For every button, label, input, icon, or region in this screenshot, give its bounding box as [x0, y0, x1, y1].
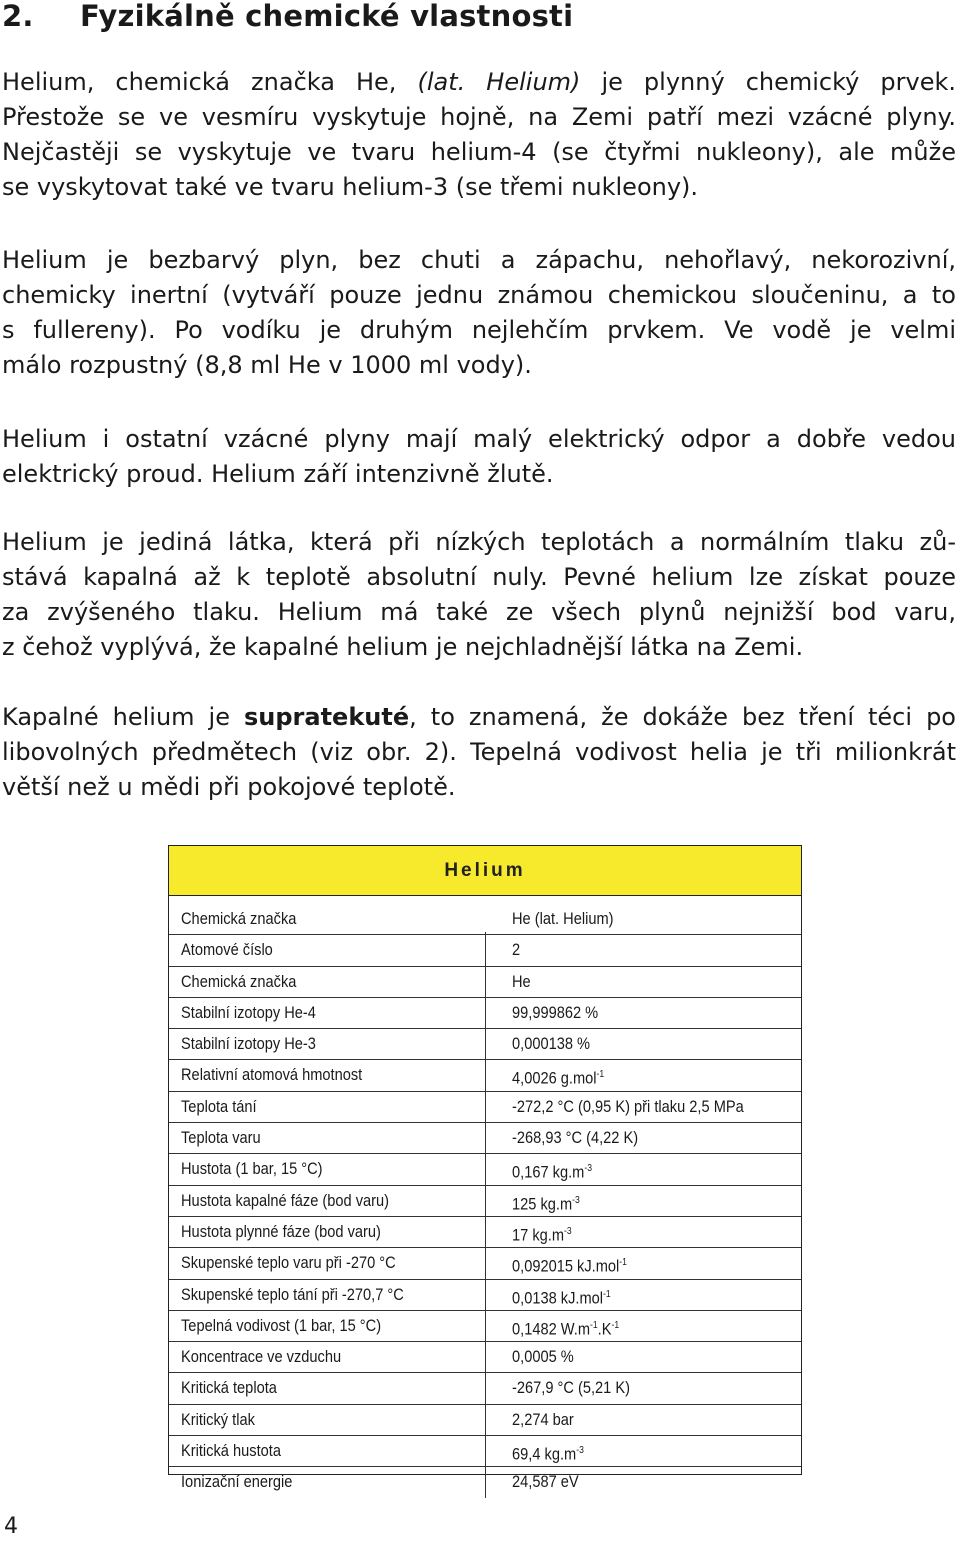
property-value — [512, 904, 614, 934]
value-text: 0,1482 W.m — [512, 1319, 591, 1339]
paragraph-line: libovolných předmětech (viz obr. 2). Tepelná vodivost helia je tři milionkrát — [2, 738, 956, 766]
property-name: Hustota plynné fáze (bod varu) — [181, 1221, 381, 1241]
property-value — [512, 1467, 579, 1497]
latin-name: (lat. Helium) — [417, 68, 581, 96]
value-text: 125 kg.m — [512, 1194, 573, 1214]
value-text: 69,4 kg.m — [512, 1444, 577, 1464]
property-name: Ionizační energie — [181, 1472, 293, 1492]
paragraph-line: málo rozpustný (8,8 ml He v 1000 ml vody). — [2, 351, 532, 379]
table-row — [169, 1467, 801, 1497]
paragraph-properties — [2, 243, 956, 383]
property-value — [512, 1405, 574, 1435]
property-value — [512, 1186, 580, 1216]
property-value — [512, 1217, 572, 1247]
text-run: je plynný chemický prvek. — [580, 68, 956, 96]
table-row — [169, 1217, 801, 1248]
value-text: 17 kg.m — [512, 1225, 565, 1245]
value-text: 0,0138 kJ.mol — [512, 1288, 604, 1308]
property-name: Teplota varu — [181, 1128, 261, 1148]
property-name: Kritický tlak — [181, 1409, 255, 1429]
text-run: Helium, chemická značka He, — [2, 68, 418, 96]
unit-exponent: -1 — [603, 1288, 611, 1300]
table-row — [169, 1405, 801, 1436]
paragraph-line: Helium je jediná látka, která při nízkých teplotách a normálním tlaku zů- — [2, 528, 956, 556]
paragraph-line: Helium je bezbarvý plyn, bez chuti a zápachu, nehořlavý, nekorozivní, — [2, 246, 956, 274]
property-name: Kritická hustota — [181, 1441, 281, 1461]
property-name: Chemická značka — [181, 971, 297, 991]
table-row — [169, 967, 801, 998]
paragraph-line: z čehož vyplývá, že kapalné helium je nejchladnější látka na Zemi. — [2, 633, 804, 661]
page-number: 4 — [4, 1514, 18, 1539]
property-value — [512, 1060, 604, 1090]
value-text: He — [512, 971, 531, 991]
value-text: 0,0005 % — [512, 1347, 574, 1367]
paragraph-line — [2, 700, 956, 735]
property-value — [512, 1154, 592, 1184]
property-name: Teplota tání — [181, 1096, 257, 1116]
property-name: Relativní atomová hmotnost — [181, 1065, 363, 1085]
table-row — [169, 1248, 801, 1279]
property-name: Chemická značka — [181, 909, 297, 928]
table-row — [169, 1092, 801, 1123]
text-run: , to znamená, že dokáže bez tření téci po — [409, 703, 956, 731]
section-title: Fyzikálně chemické vlastnosti — [80, 0, 574, 33]
property-value — [512, 1436, 584, 1466]
property-value — [512, 1373, 630, 1403]
emphasis-term: supratekuté — [244, 703, 410, 731]
paragraph-liquid — [2, 525, 956, 665]
property-name: Hustota (1 bar, 15 °C) — [181, 1159, 323, 1179]
paragraph-line: chemicky inertní (vytváří pouze jednu známou chemickou sloučeninu, a to — [2, 281, 956, 309]
value-text: 2 — [512, 940, 521, 960]
table-row — [169, 1280, 801, 1311]
value-text: 2,274 bar — [512, 1409, 574, 1429]
paragraph-line — [2, 65, 956, 100]
property-value — [512, 1280, 611, 1310]
value-text: 0,092015 kJ.mol — [512, 1256, 620, 1276]
paragraph-line: s fullereny). Po vodíku je druhým nejlehčím prvkem. Ve vodě je velmi — [2, 316, 956, 344]
paragraph-line: za zvýšeného tlaku. Helium má také ze všech plynů nejnižší bod varu, — [2, 598, 956, 626]
property-name: Kritická teplota — [181, 1378, 277, 1398]
table-row — [169, 1060, 801, 1091]
paragraph-line: stává kapalná až k teplotě absolutní nuly. Pevné helium lze získat pouze — [2, 563, 956, 591]
property-value — [512, 1123, 638, 1153]
table-row — [169, 1436, 801, 1467]
property-name: Stabilní izotopy He-4 — [181, 1002, 316, 1022]
table-row — [169, 998, 801, 1029]
unit-exponent: -3 — [584, 1163, 592, 1175]
value-text: .K — [597, 1319, 612, 1339]
value-text: 0,000138 % — [512, 1034, 591, 1054]
unit-exponent: -1 — [619, 1257, 627, 1269]
table-row — [169, 904, 801, 935]
property-value — [512, 998, 598, 1028]
property-name: Stabilní izotopy He-3 — [181, 1034, 316, 1054]
paragraph-line: větší než u mědi při pokojové teplotě. — [2, 773, 456, 801]
value-text: -268,93 °C (4,22 K) — [512, 1128, 639, 1148]
value-text: -267,9 °C (5,21 K) — [512, 1378, 630, 1398]
table-row — [169, 1154, 801, 1185]
table-row — [169, 1311, 801, 1342]
property-value — [512, 1311, 619, 1341]
property-value — [512, 1029, 590, 1059]
paragraph-line: Helium i ostatní vzácné plyny mají malý elektrický odpor a dobře vedou — [2, 425, 956, 453]
paragraph-line: Přestože se ve vesmíru vyskytuje hojně, na Zemi patří mezi vzácné plyny. — [2, 103, 956, 131]
unit-exponent: -1 — [590, 1319, 598, 1331]
table-body — [169, 904, 801, 1498]
paragraph-intro — [2, 65, 956, 205]
value-text: 0,167 kg.m — [512, 1163, 585, 1183]
table-row — [169, 1342, 801, 1373]
unit-exponent: -3 — [576, 1445, 584, 1457]
property-value — [512, 967, 531, 997]
table-row — [169, 935, 801, 966]
property-value — [512, 1248, 627, 1278]
value-text: -272,2 °C (0,95 K) při tlaku 2,5 MPa — [512, 1096, 744, 1116]
value-text: 99,999862 % — [512, 1002, 599, 1022]
paragraph-line: Nejčastěji se vyskytuje ve tvaru helium-4 (se čtyřmi nukleony), ale může — [2, 138, 956, 166]
value-text: 4,0026 g.mol — [512, 1069, 597, 1089]
property-name: Skupenské teplo tání při -270,7 °C — [181, 1284, 404, 1304]
property-name: Atomové číslo — [181, 940, 273, 960]
unit-exponent: -3 — [564, 1225, 572, 1237]
property-value — [512, 1342, 574, 1372]
table-row — [169, 1123, 801, 1154]
property-name: Skupenské teplo varu při -270 °C — [181, 1253, 396, 1273]
unit-exponent: -1 — [611, 1319, 620, 1331]
table-title: Helium — [169, 846, 801, 896]
unit-exponent: -3 — [572, 1194, 580, 1206]
paragraph-conductivity — [2, 422, 956, 492]
paragraph-line: elektrický proud. Helium září intenzivně žlutě. — [2, 460, 554, 488]
paragraph-line: se vyskytovat také ve tvaru helium-3 (se třemi nukleony). — [2, 173, 699, 201]
property-value — [512, 1092, 744, 1122]
section-heading — [2, 0, 573, 36]
table-row — [169, 1373, 801, 1404]
value-text: He (lat. Helium) — [512, 909, 614, 928]
property-value — [512, 935, 520, 965]
unit-exponent: -1 — [596, 1069, 605, 1081]
text-run: Kapalné helium je — [2, 703, 244, 731]
property-name: Hustota kapalné fáze (bod varu) — [181, 1190, 390, 1210]
table-row — [169, 1186, 801, 1217]
paragraph-superfluid — [2, 700, 956, 805]
property-name: Tepelná vodivost (1 bar, 15 °C) — [181, 1315, 382, 1335]
helium-properties-table — [168, 845, 802, 1492]
value-text: 24,587 eV — [512, 1472, 579, 1492]
section-number: 2. — [2, 0, 34, 33]
table-row — [169, 1029, 801, 1060]
property-name: Koncentrace ve vzduchu — [181, 1347, 342, 1367]
